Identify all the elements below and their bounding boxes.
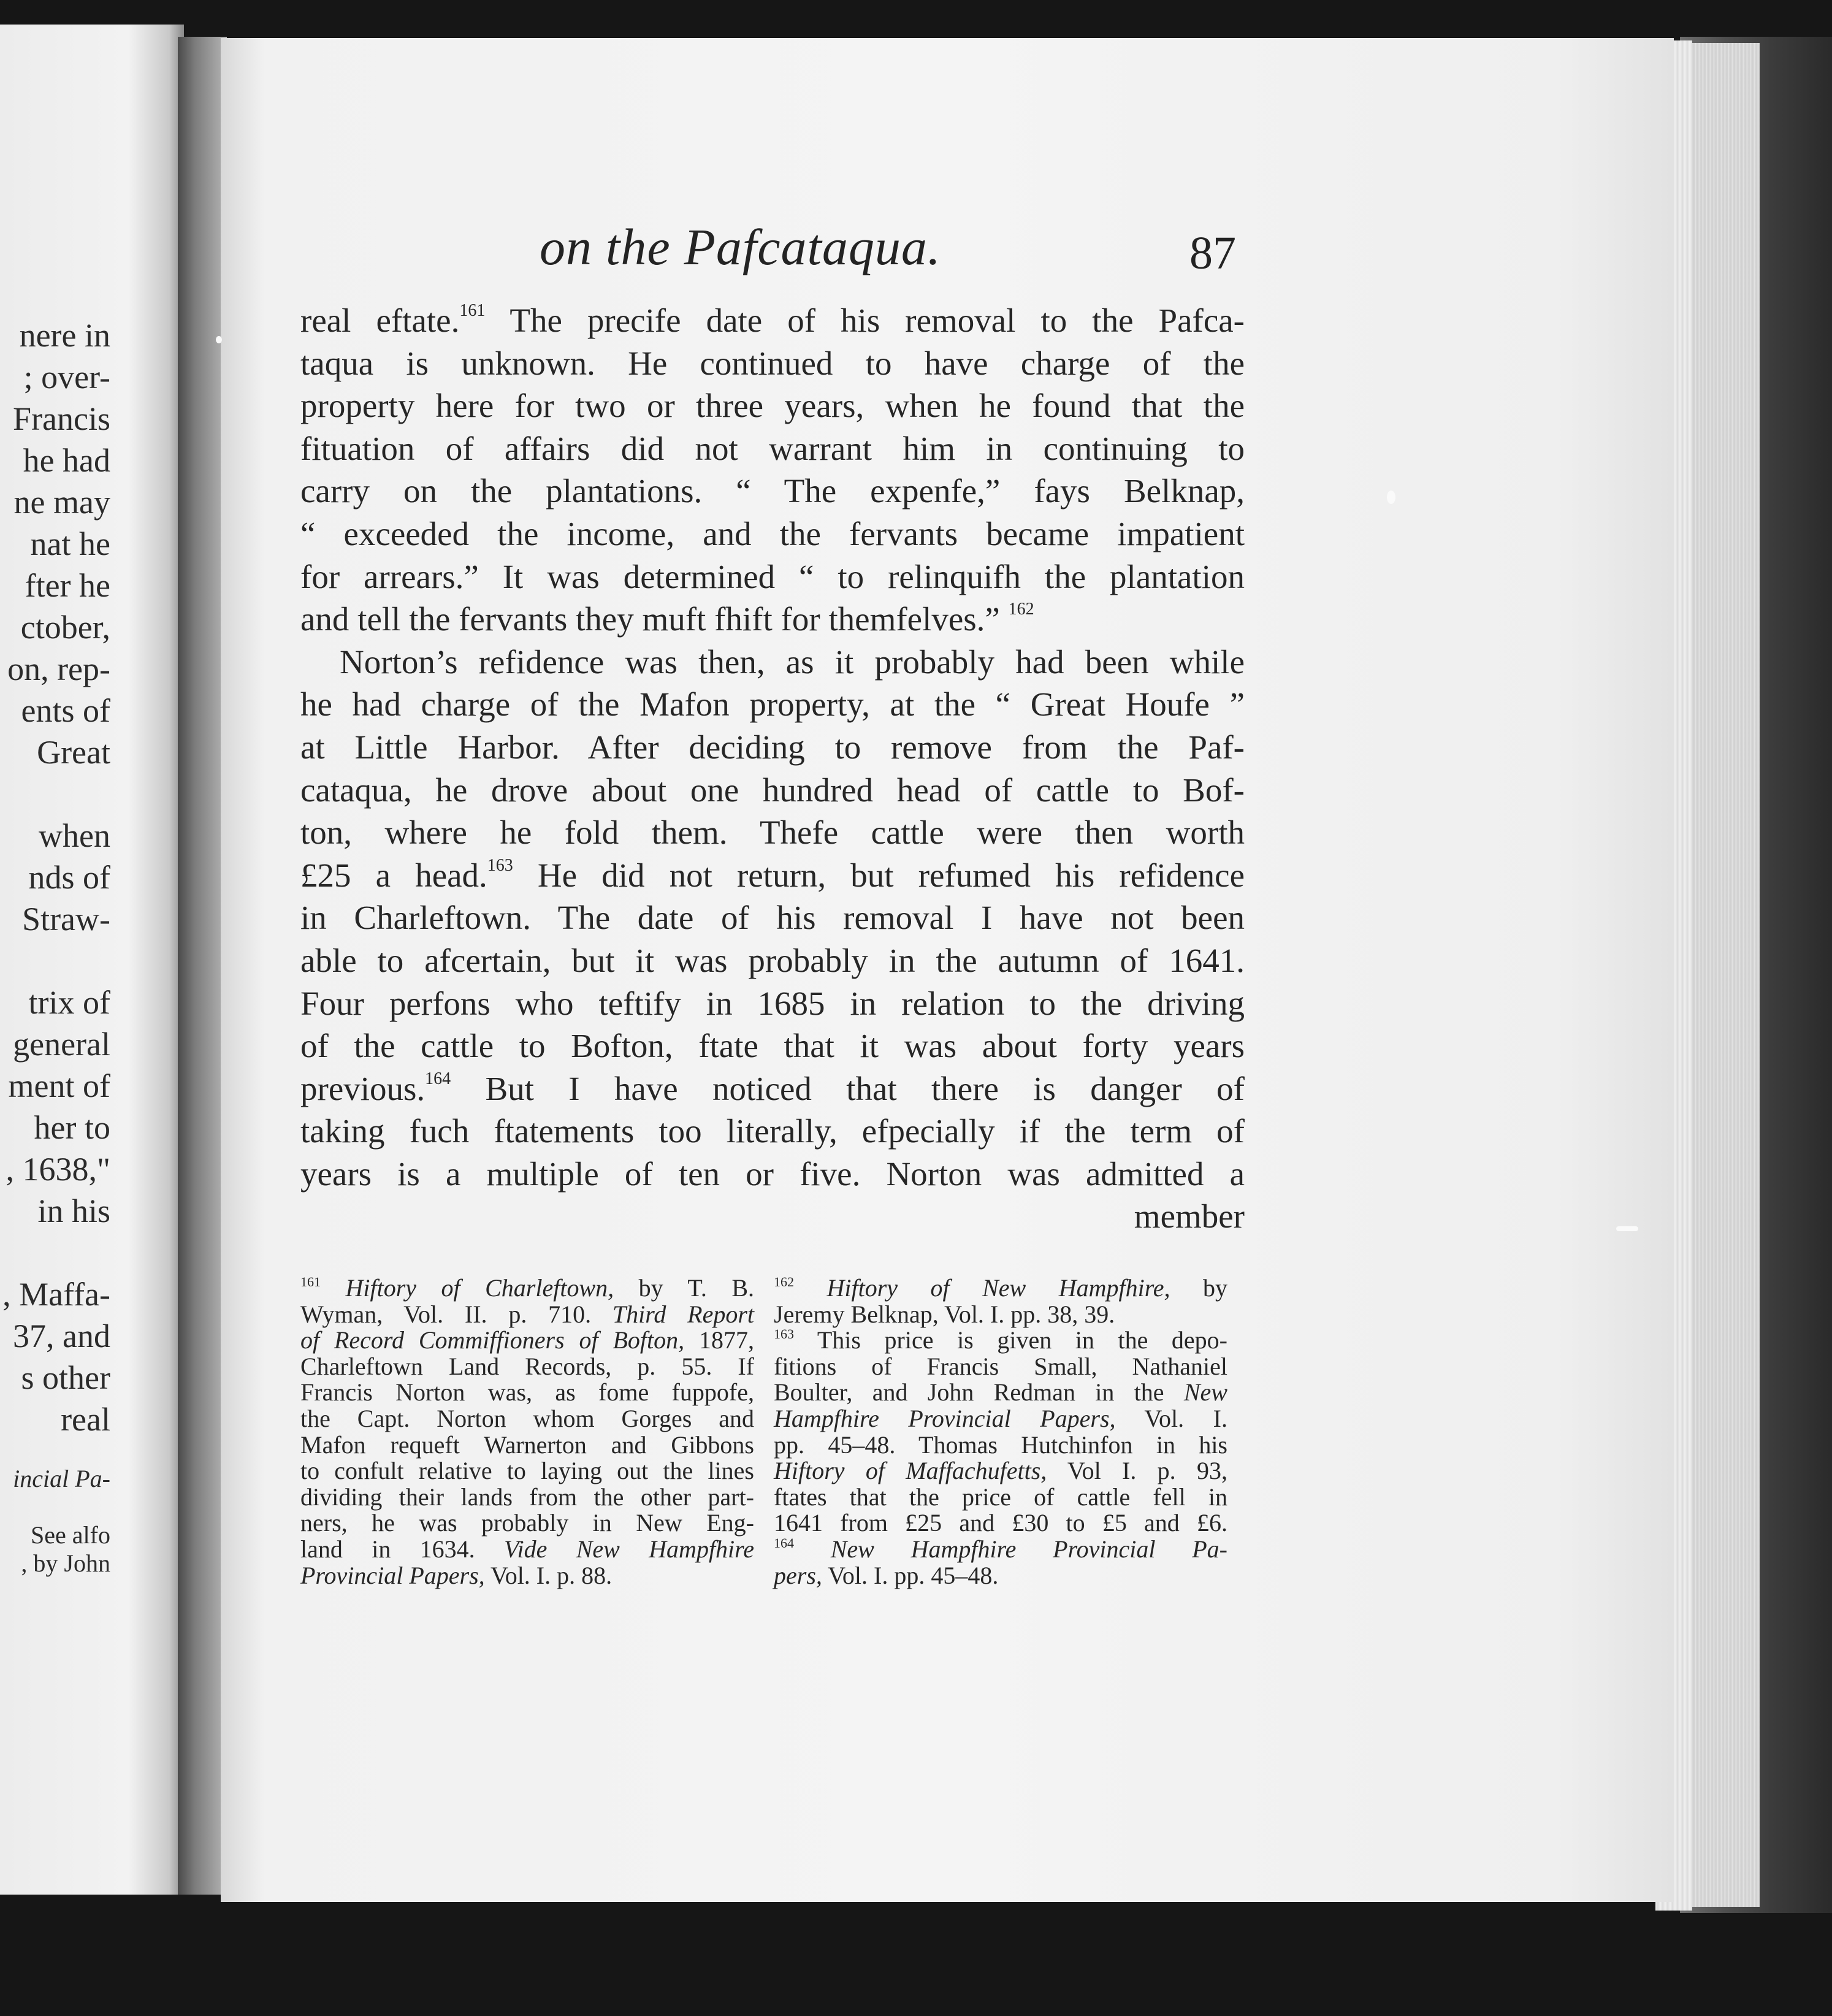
body-line [300, 598, 1245, 641]
body-line [300, 854, 1245, 897]
text-run: in Charleftown. The date of his removal I have not been [300, 899, 1245, 937]
text-run: But I have noticed that there is danger of [451, 1069, 1245, 1107]
left-page-line: ne may [13, 484, 110, 521]
footnote-marker: 163 [487, 855, 513, 875]
footnote-line [774, 1354, 1227, 1380]
body-line [300, 811, 1245, 854]
footnote-line [300, 1354, 754, 1380]
body-line [300, 342, 1245, 385]
footnote-marker: 162 [774, 1274, 794, 1289]
left-page-line: ; over- [23, 359, 110, 395]
text-run: and tell the fervants they muft fhift for themfelves.” [300, 600, 1009, 638]
footnote-line [300, 1458, 754, 1484]
text-run: The precife date of his removal to the Pafca- [485, 302, 1245, 339]
footnote-marker: 161 [459, 301, 486, 320]
text-run: Four perfons who teftify in 1685 in relation to the driving [300, 984, 1245, 1022]
left-page-line: , Maffa- [2, 1276, 110, 1313]
text-run: Charleftown Land Records, p. 55. If [300, 1352, 754, 1380]
italic-text: New [1183, 1378, 1227, 1407]
footnote-line [300, 1406, 754, 1432]
footnote-line [774, 1563, 1227, 1589]
left-page-note-line: , by John [21, 1549, 110, 1577]
left-page-line: her to [34, 1109, 110, 1146]
book-gutter [178, 37, 227, 1895]
footnotes-column-2 [774, 1275, 1227, 1589]
body-line [300, 1110, 1245, 1153]
body-line [300, 384, 1245, 427]
body-line [300, 1025, 1245, 1067]
scan-speck [1616, 1226, 1638, 1231]
page-number: 87 [1189, 227, 1236, 279]
left-page-line: fter he [25, 567, 110, 604]
text-run: for arrears.” It was determined “ to relinquifh the plantation [300, 557, 1245, 595]
text-run: pp. 45–48. Thomas Hutchinfon in his [774, 1430, 1227, 1459]
text-run: Wyman, Vol. II. p. 710. [300, 1300, 613, 1328]
text-run: dividing their lands from the other part- [300, 1483, 754, 1511]
footnote-line [300, 1563, 754, 1589]
footnote-line [774, 1302, 1227, 1328]
text-run: fitions of Francis Small, Nathaniel [774, 1352, 1227, 1380]
footnote-line [774, 1510, 1227, 1537]
text-run: This price is given in the depo- [794, 1326, 1227, 1354]
text-run: land in 1634. [300, 1535, 505, 1563]
footnote-marker: 162 [1008, 600, 1034, 619]
left-page-line: , 1638," [6, 1151, 110, 1188]
italic-text: Provincial Papers, [300, 1561, 485, 1589]
left-page-line: on, rep- [7, 651, 110, 687]
running-head-title: on the Pafcataqua. [540, 219, 941, 276]
text-run: taking fuch ftatements too literally, efpecially if the term of [300, 1112, 1245, 1150]
left-page-line: nere in [19, 317, 110, 354]
text-run: Vol. I. p. 88. [484, 1561, 613, 1589]
text-run: ners, he was probably in New Eng- [300, 1509, 754, 1537]
body-line [300, 939, 1245, 982]
italic-text: Hiftory of Maffachufetts, [774, 1457, 1047, 1485]
text-run: carry on the plantations. “ The expenfe,” fays Belknap, [300, 472, 1245, 510]
text-run: “ exceeded the income, and the fervants became impatient [300, 514, 1245, 552]
text-run: fituation of affairs did not warrant him in continuing to [300, 429, 1245, 467]
text-run [321, 1274, 345, 1302]
body-line [300, 641, 1245, 684]
text-run: Jeremy Belknap, Vol. I. pp. 38, 39. [774, 1300, 1115, 1328]
italic-text: Hiftory of Charleftown, [345, 1274, 614, 1302]
body-line [300, 1067, 1245, 1110]
left-page-line: ment of [8, 1067, 110, 1104]
text-run: £25 a head. [300, 856, 487, 894]
left-page-note-line: See alfo [31, 1521, 110, 1549]
body-line [300, 982, 1245, 1025]
italic-text: pers, [774, 1561, 822, 1589]
footnote-marker: 164 [774, 1535, 794, 1551]
text-run: Vol. I. [1115, 1404, 1227, 1432]
text-run: of the cattle to Bofton, ftate that it was about forty years [300, 1027, 1245, 1065]
footnote-marker: 164 [425, 1069, 451, 1088]
left-page-line: nds of [28, 859, 110, 896]
left-page-line: ctober, [20, 609, 110, 646]
left-page-line: general [13, 1026, 110, 1063]
footnote-line [300, 1484, 754, 1511]
text-run: member [1134, 1197, 1245, 1235]
text-run: 1877, [684, 1326, 754, 1354]
footnote-line [774, 1484, 1227, 1511]
scan-speck [216, 336, 222, 343]
body-line [300, 896, 1245, 939]
text-run: Vol. I. pp. 45–48. [822, 1561, 999, 1589]
text-run: 1641 from £25 and £30 to £5 and £6. [774, 1509, 1227, 1537]
text-run: cataqua, he drove about one hundred head of cattle to Bof- [300, 771, 1245, 809]
left-page-line: Great [37, 734, 110, 771]
footnote-line [774, 1275, 1227, 1302]
body-line [300, 769, 1245, 812]
left-page-line: in his [37, 1193, 110, 1229]
footnote-line [300, 1510, 754, 1537]
footnote-line [774, 1432, 1227, 1459]
text-run: He did not return, but refumed his refidence [513, 856, 1245, 894]
left-page-line: ents of [21, 692, 110, 729]
italic-text: Hiftory of New Hampfhire, [826, 1274, 1170, 1302]
left-facing-page [0, 25, 184, 1895]
text-run: Boulter, and John Redman in the [774, 1378, 1184, 1407]
footnote-line [300, 1302, 754, 1328]
text-run: Norton’s refidence was then, as it probably had been while [340, 643, 1245, 681]
footnote-line [774, 1327, 1227, 1354]
body-line [300, 470, 1245, 513]
left-page-line: Francis [13, 400, 110, 437]
text-run: ton, where he fold them. Thefe cattle were then worth [300, 814, 1245, 852]
text-run: years is a multiple of ten or five. Norton was admitted a [300, 1155, 1245, 1193]
text-run: Francis Norton was, as fome fuppofe, [300, 1378, 754, 1407]
body-line [300, 513, 1245, 556]
left-page-line: real [61, 1401, 110, 1438]
footnote-line [300, 1275, 754, 1302]
footnote-line [300, 1380, 754, 1406]
body-line [300, 299, 1245, 342]
footnote-line [774, 1406, 1227, 1432]
body-line [300, 683, 1245, 726]
text-run: ftates that the price of cattle fell in [774, 1483, 1227, 1511]
text-run: Mafon requeft Warnerton and Gibbons [300, 1430, 754, 1459]
left-page-line: trix of [28, 984, 110, 1021]
body-line [300, 726, 1245, 769]
text-run: at Little Harbor. After deciding to remove from the Paf- [300, 728, 1245, 766]
footnote-line [774, 1537, 1227, 1563]
left-page-line: nat he [30, 525, 110, 562]
footnote-line [774, 1380, 1227, 1406]
footnote-line [774, 1458, 1227, 1484]
footnote-marker: 163 [774, 1326, 794, 1342]
left-page-line: Straw- [22, 901, 110, 937]
text-run: able to afcertain, but it was probably in the autumn of 1641. [300, 941, 1245, 979]
text-run: real eftate. [300, 302, 460, 339]
left-page-line: when [39, 817, 110, 854]
text-run [794, 1274, 826, 1302]
footnote-line [300, 1537, 754, 1563]
footnotes-column-1 [300, 1275, 754, 1589]
text-run [794, 1535, 831, 1563]
footnote-line [300, 1327, 754, 1354]
left-page-line: he had [23, 442, 110, 479]
footnote-line [300, 1432, 754, 1459]
footnote-marker: 161 [300, 1274, 321, 1289]
text-run: by T. B. [614, 1274, 755, 1302]
italic-text: New Hampfhire Provincial Pa- [830, 1535, 1227, 1563]
text-run: Vol I. p. 93, [1047, 1457, 1227, 1485]
text-run: previous. [300, 1069, 426, 1107]
text-run: the Capt. Norton whom Gorges and [300, 1404, 754, 1432]
italic-text: of Record Commiffioners of Bofton, [300, 1326, 685, 1354]
body-line [300, 1195, 1245, 1238]
italic-text: Third Report [612, 1300, 754, 1328]
italic-text: Vide New Hampfhire [504, 1535, 755, 1563]
body-line [300, 1153, 1245, 1196]
left-page-line: s other [21, 1359, 110, 1396]
left-page-note-line: incial Pa- [13, 1465, 110, 1492]
text-run: taqua is unknown. He continued to have charge of the [300, 344, 1245, 382]
text-run: to confult relative to laying out the lines [300, 1457, 754, 1485]
text-run: he had charge of the Mafon property, at the “ Great Houfe ” [300, 685, 1245, 724]
text-run: by [1170, 1274, 1228, 1302]
body-line [300, 556, 1245, 598]
scan-speck [1387, 491, 1395, 504]
italic-text: Hampfhire Provincial Papers, [774, 1404, 1116, 1432]
text-run: property here for two or three years, when he found that the [300, 387, 1245, 425]
left-page-line: 37, and [13, 1318, 110, 1354]
main-body-text [300, 299, 1245, 1238]
body-line [300, 427, 1245, 470]
